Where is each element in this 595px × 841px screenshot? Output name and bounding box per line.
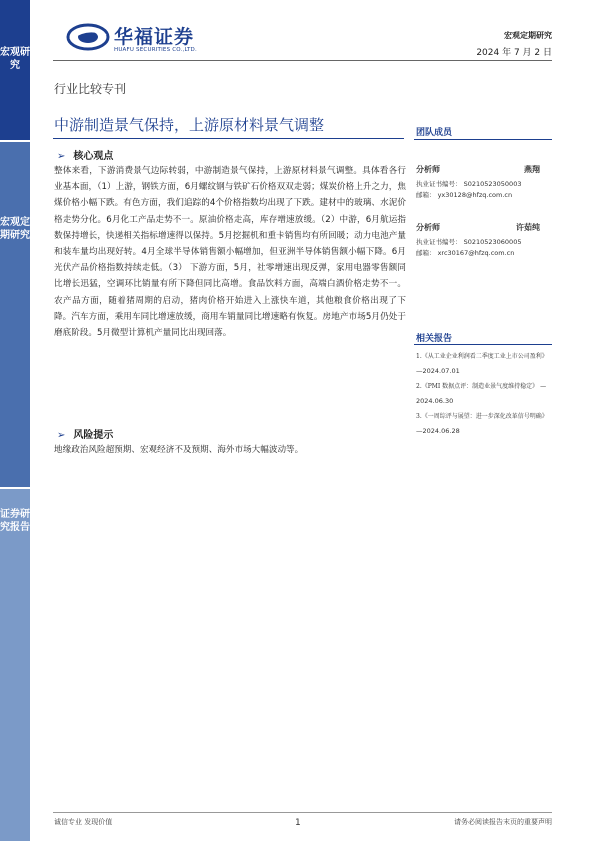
license-number: S0210523060005 (463, 238, 522, 246)
sidebar-block-bottom (0, 489, 30, 841)
footer-disclaimer: 请务必阅读报告末页的重要声明 (454, 818, 552, 826)
related-divider (414, 344, 552, 345)
header-divider (53, 60, 552, 61)
related-list (416, 350, 556, 440)
brand-name-en: HUAFU SECURITIES CO.,LTD. (114, 47, 197, 53)
footer-slogan: 诚信专业 发现价值 (54, 818, 113, 826)
arrow-icon: ➢ (57, 430, 66, 441)
team-divider (414, 139, 552, 140)
core-view-heading: ➢ 核心观点 (57, 151, 114, 162)
title-divider (53, 138, 404, 139)
sidebar-label-periodic: 宏观定期研究 (0, 217, 30, 241)
email-link[interactable]: xrc30167@hfzq.com.cn (437, 249, 515, 257)
license-label: 执业证书编号： (416, 238, 462, 246)
brand-name-cn: 华福证券 (114, 26, 195, 48)
brand-logo-mark-icon (66, 22, 110, 52)
report-date: 2024 年 7 月 2 日 (476, 48, 552, 58)
arrow-icon: ➢ (57, 151, 66, 162)
license-label: 执业证书编号： (416, 180, 462, 188)
related-item[interactable]: 3.《一周综评与展望：进一步深化改革信号明确》 —2024.06.28 (416, 413, 548, 435)
team-heading: 团队成员 (416, 128, 453, 138)
footer-divider (53, 812, 552, 813)
email-label: 邮箱： (416, 191, 436, 199)
brand-logo (66, 22, 216, 56)
report-category: 行业比较专刊 (54, 82, 127, 96)
report-type: 宏观定期研究 (504, 30, 552, 40)
related-item[interactable]: 2.《PMI 数据点评：制造业景气度维持稳定》 — 2024.06.30 (416, 383, 547, 405)
related-heading: 相关报告 (416, 334, 453, 344)
analyst-card (416, 164, 556, 201)
page-number: 1 (295, 818, 301, 828)
sidebar-label-report: 证券研究报告 (0, 509, 30, 533)
analyst-name: 许茹纯 (516, 223, 540, 232)
email-label: 邮箱： (416, 249, 436, 257)
sidebar-block-middle (0, 142, 30, 487)
analyst-role: 分析师 (416, 165, 440, 174)
page-title: 中游制造景气保持，上游原材料景气调整 (54, 116, 325, 134)
core-view-text: 整体来看，下游消费景气边际转弱，中游制造景气保持，上游原材料景气调整。具体看各行业基本面，（1）上游，钢铁方面，6月螺纹钢与铁矿石价格双双走弱；煤炭价格上升之力，焦煤价格小幅下跌。有色方面，我们追踪的4个价格指数均出现了下跌。建材中的玻璃、水泥价格走势分化。6月化工产品走势不一。原油价格走高，库存增速放缓。（2）中游，6月航运指数保持增长，快递相关指标增速得以保持。5月挖掘机和重卡销售均有所回暖；动力电池产量和装车量均出现好转。4月全球半导体销售额小幅增加，但亚洲半导体销售额小幅下降。6月光伏产品价格指数持续走低。（3） 下游方面，5月，社零增速出现反弹，家用电器零售额同比增长迅猛，空调环比销量有所下降但同比高增。食品饮料方面，高端白酒价格走势不一。农产品方面，随着猪周期的启动，猪肉价格开始进入上涨快车道，其他粮食价格出现了下降。汽车方面，乘用车同比增速放缓，商用车销量同比增速略有恢复。房地产市场5月仍处于磨底阶段。5月微型计算机产量同比出现回落。 (54, 166, 406, 339)
license-number: S0210523050003 (463, 180, 522, 188)
sidebar-label-macro: 宏观研究 (0, 47, 30, 71)
risk-heading: ➢ 风险提示 (57, 430, 114, 441)
related-item[interactable]: 1.《从工业企业利润看二季度工业上市公司盈利》 —2024.07.01 (416, 353, 548, 375)
risk-text: 地缘政治风险超预期、宏观经济不及预期、海外市场大幅波动等。 (54, 445, 304, 455)
email-link[interactable]: yx30128@hfzq.com.cn (437, 191, 513, 199)
analyst-card (416, 222, 556, 259)
analyst-name: 燕翔 (524, 165, 540, 174)
analyst-role: 分析师 (416, 223, 440, 232)
